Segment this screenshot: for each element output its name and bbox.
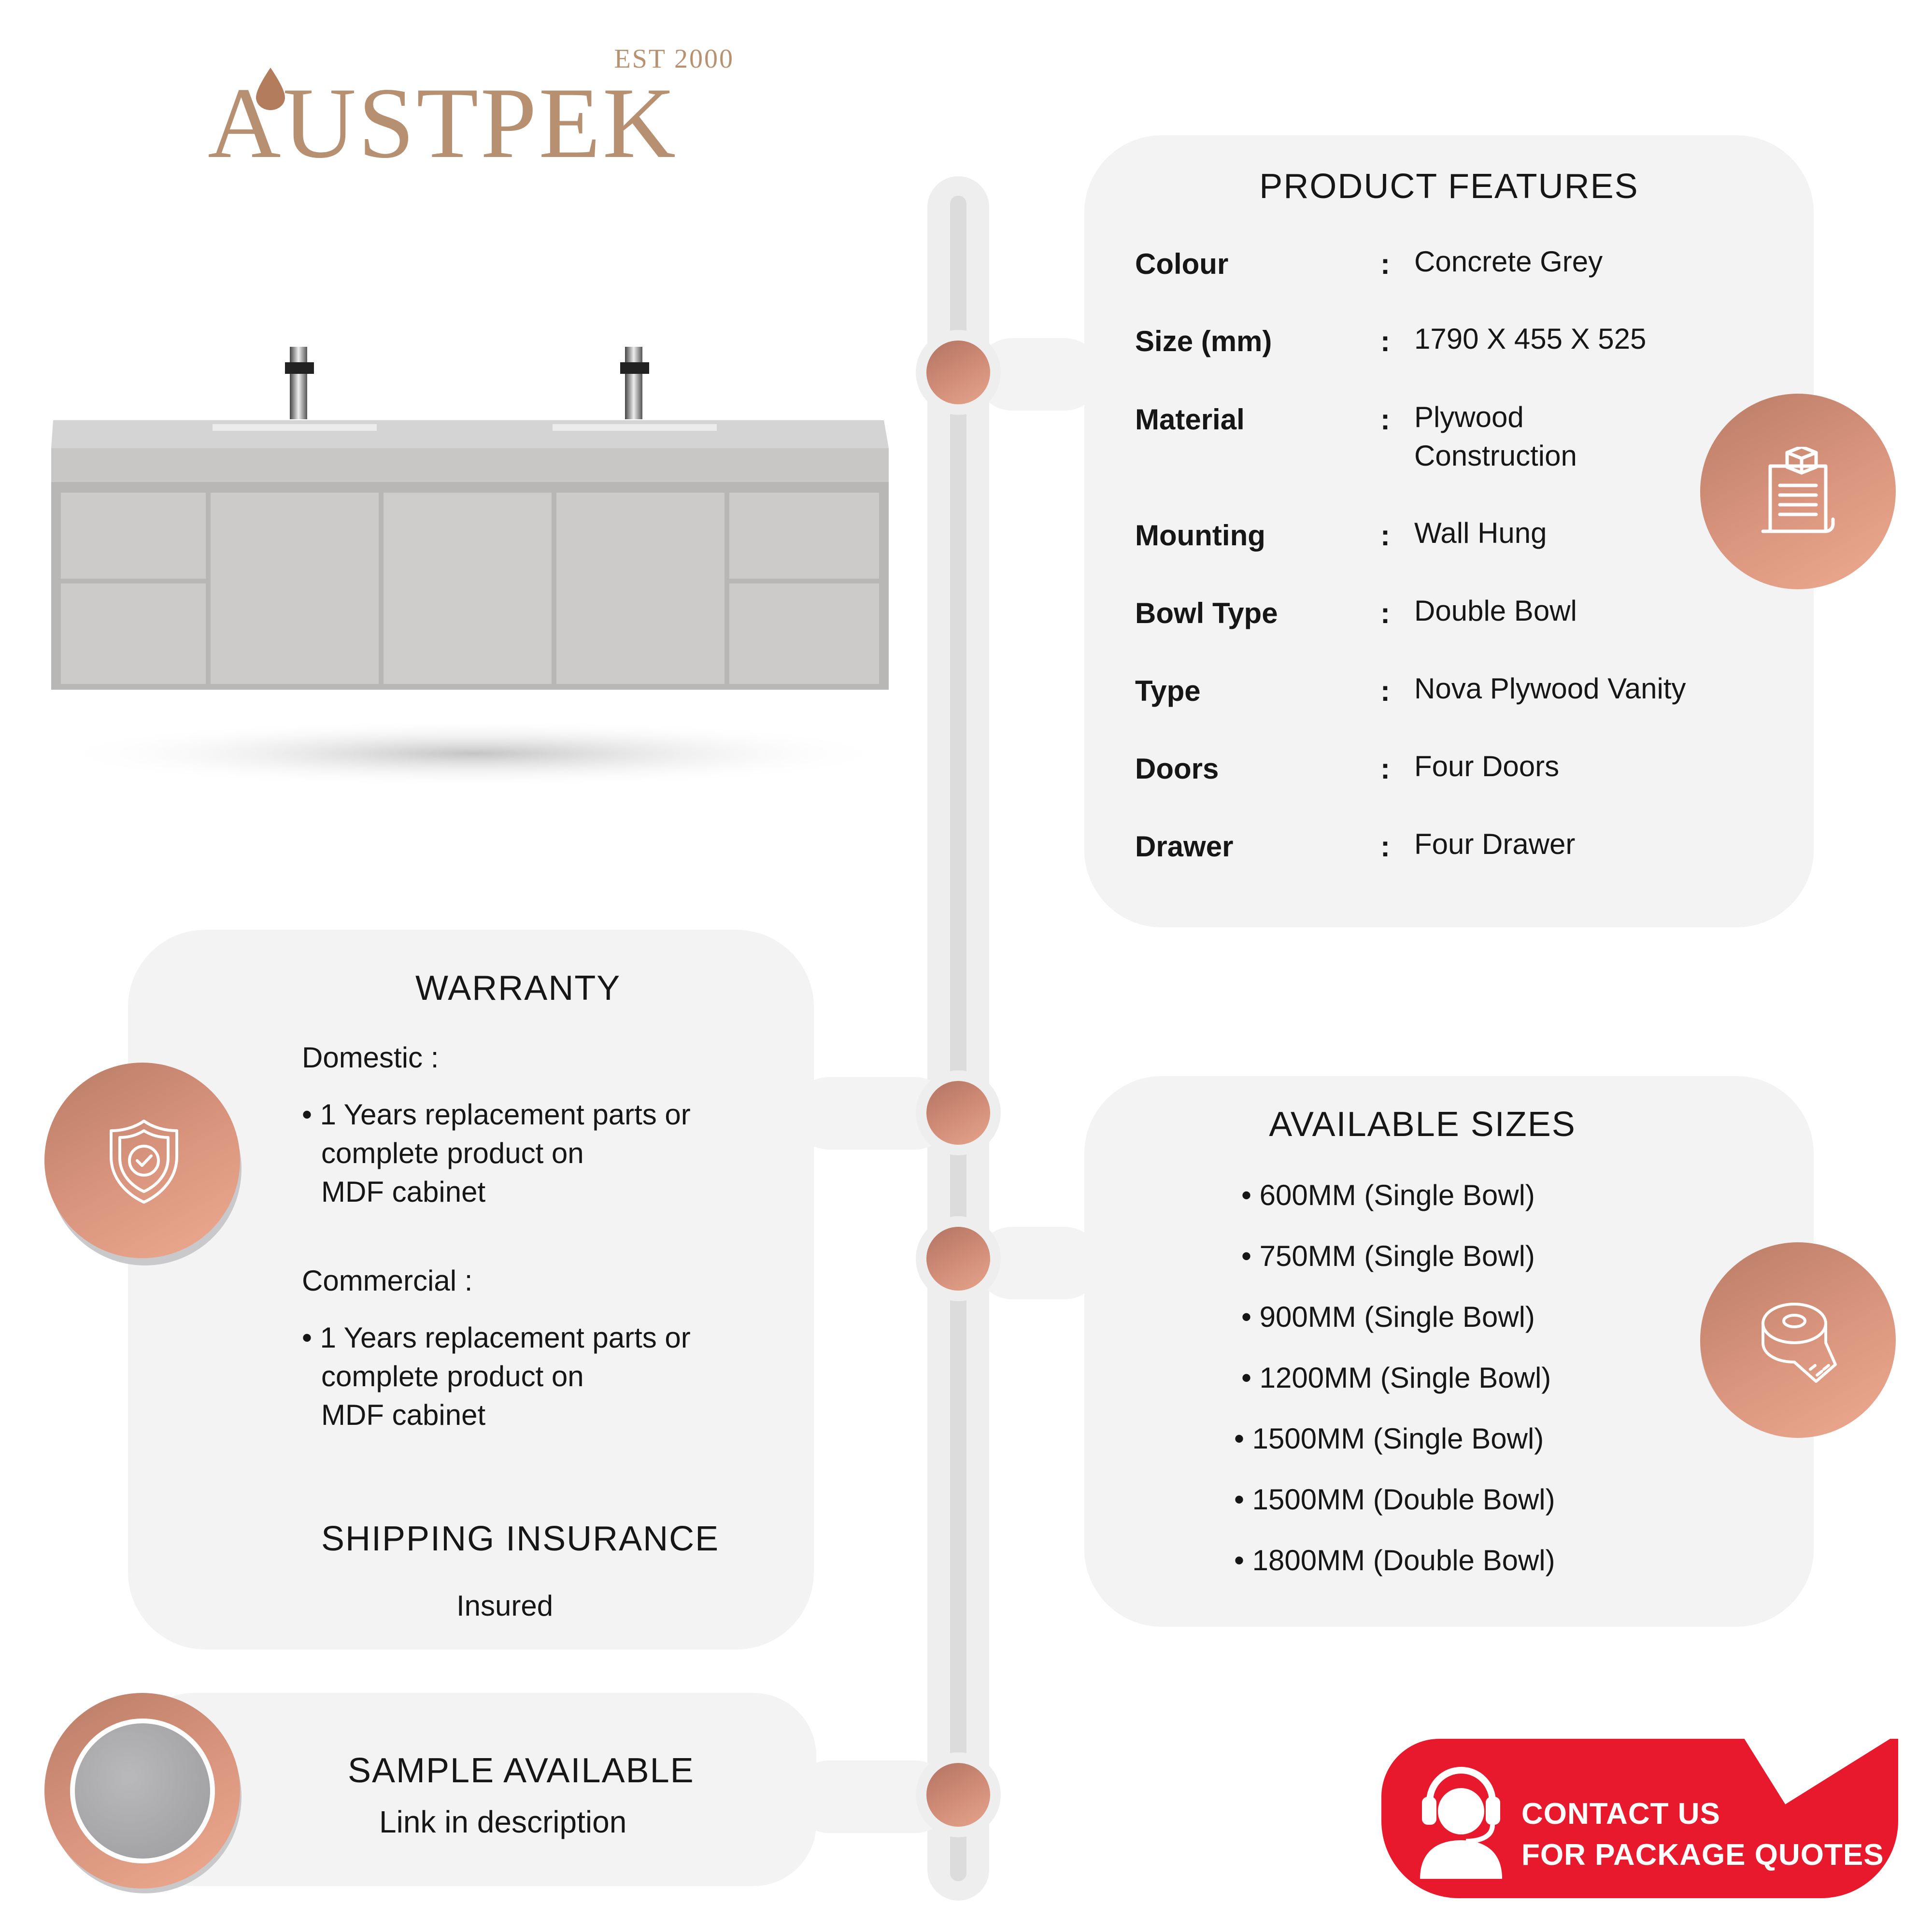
brand-logo (208, 43, 734, 179)
timeline-line (950, 196, 966, 1881)
contact-line-1: CONTACT US (1521, 1797, 1720, 1831)
feature-label-doors: Doors (1135, 753, 1219, 785)
contact-line-2: FOR PACKAGE QUOTES (1521, 1838, 1884, 1872)
size-item: • 1500MM (Single Bowl) (1234, 1422, 1544, 1455)
warranty-domestic-line-3: MDF cabinet (321, 1176, 486, 1208)
feature-value-drawer: Four Drawer (1414, 828, 1576, 860)
feature-label-drawer: Drawer (1135, 830, 1234, 863)
shipping-value: Insured (456, 1590, 554, 1622)
shield-check-icon (105, 1118, 183, 1205)
size-item: • 900MM (Single Bowl) (1241, 1301, 1535, 1333)
timeline-node-features (926, 341, 990, 404)
timeline-node-sizes (926, 1227, 990, 1291)
feature-value-doors: Four Doors (1414, 750, 1560, 782)
warranty-domestic-label: Domestic : (302, 1041, 439, 1074)
feature-label-bowl-type: Bowl Type (1135, 597, 1278, 629)
headset-support-icon (1415, 1758, 1507, 1879)
feature-label-size: Size (mm) (1135, 325, 1272, 357)
feature-colon: : (1380, 403, 1390, 436)
feature-colon: : (1380, 325, 1390, 357)
feature-label-colour: Colour (1135, 248, 1229, 280)
feature-value-size: 1790 X 455 X 525 (1414, 323, 1647, 355)
vanity-image (39, 333, 908, 816)
concrete-swatch-icon (70, 1719, 215, 1863)
feature-value-colour: Concrete Grey (1414, 245, 1603, 278)
brand-est: EST 2000 (614, 44, 734, 74)
warranty-commercial-line-2: complete product on (321, 1360, 584, 1392)
shipping-title: SHIPPING INSURANCE (321, 1520, 720, 1558)
feature-colon: : (1380, 597, 1390, 629)
warranty-domestic-line-1: • 1 Years replacement parts or (302, 1098, 691, 1131)
feature-colon: : (1380, 248, 1390, 280)
feature-value-type: Nova Plywood Vanity (1414, 672, 1686, 705)
size-item: • 1800MM (Double Bowl) (1234, 1544, 1555, 1577)
feature-value-material: Plywood Construction (1414, 401, 1577, 472)
features-title: PRODUCT FEATURES (1259, 167, 1639, 206)
feature-label-type: Type (1135, 675, 1201, 707)
sizes-title: AVAILABLE SIZES (1269, 1105, 1576, 1144)
warranty-commercial-label: Commercial : (302, 1264, 473, 1297)
size-item: • 600MM (Single Bowl) (1241, 1179, 1535, 1211)
warranty-commercial-line-1: • 1 Years replacement parts or (302, 1321, 691, 1354)
contact-notch (1719, 1739, 1898, 1804)
feature-colon: : (1380, 675, 1390, 707)
tape-measure-icon (1758, 1297, 1840, 1384)
warranty-commercial-line-3: MDF cabinet (321, 1399, 486, 1431)
feature-value-mounting: Wall Hung (1414, 517, 1547, 549)
size-item: • 1200MM (Single Bowl) (1241, 1362, 1551, 1394)
timeline-node-sample (926, 1763, 990, 1827)
brand-name: AUSTPEK (208, 67, 678, 179)
feature-label-material: Material (1135, 403, 1245, 436)
sample-subtitle: Link in description (379, 1804, 627, 1839)
feature-value-bowl-type: Double Bowl (1414, 595, 1577, 627)
timeline-node-warranty (926, 1081, 990, 1145)
feature-label-mounting: Mounting (1135, 519, 1265, 552)
feature-colon: : (1380, 753, 1390, 785)
size-item: • 1500MM (Double Bowl) (1234, 1483, 1555, 1516)
feature-colon: : (1380, 830, 1390, 863)
size-item: • 750MM (Single Bowl) (1241, 1240, 1535, 1272)
warranty-title: WARRANTY (415, 969, 621, 1008)
warranty-domestic-line-2: complete product on (321, 1137, 584, 1169)
feature-colon: : (1380, 519, 1390, 552)
sample-title: SAMPLE AVAILABLE (348, 1751, 695, 1790)
document-box-icon (1758, 447, 1840, 539)
